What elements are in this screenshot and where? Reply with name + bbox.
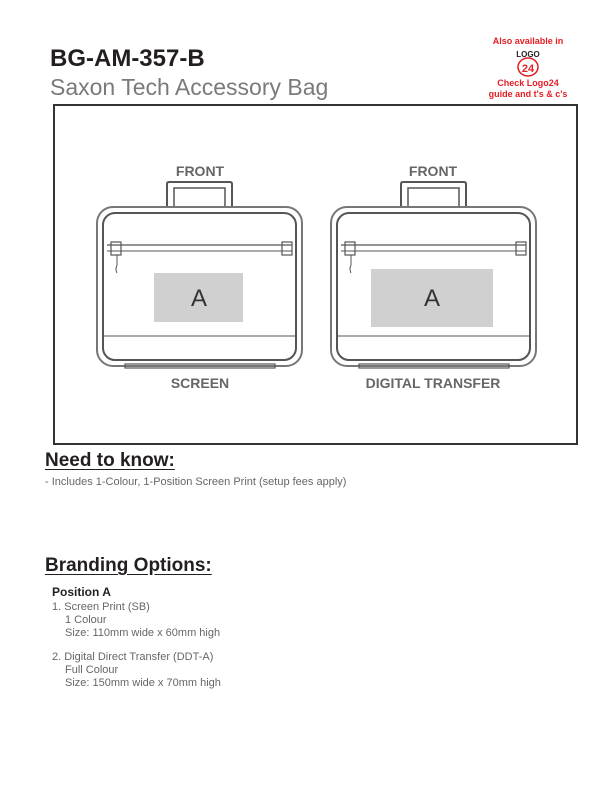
branding-option-1 bbox=[52, 601, 220, 640]
side-label-1: FRONT bbox=[175, 163, 225, 179]
logo24-icon bbox=[511, 49, 545, 77]
promo-line-3: guide and t's & c's bbox=[488, 89, 568, 99]
side-label-2: FRONT bbox=[408, 163, 458, 179]
method-label-1: SCREEN bbox=[170, 375, 230, 391]
position-letter-1: A bbox=[190, 285, 208, 312]
logo-number: 24 bbox=[521, 63, 535, 75]
branding-option-2 bbox=[52, 651, 221, 690]
product-name: Saxon Tech Accessory Bag bbox=[50, 74, 329, 100]
option-colour: Full Colour bbox=[65, 664, 119, 676]
option-colour: 1 Colour bbox=[65, 614, 107, 626]
option-size: Size: 150mm wide x 70mm high bbox=[65, 677, 221, 689]
bag-drawings bbox=[55, 106, 576, 443]
position-a-title: Position A bbox=[52, 585, 111, 599]
promo-line-1: Also available in bbox=[492, 36, 564, 46]
product-code: BG-AM-357-B bbox=[50, 45, 205, 72]
logo24-promo bbox=[481, 36, 575, 100]
method-label-2: DIGITAL TRANSFER bbox=[365, 375, 501, 391]
option-title: 1. Screen Print (SB) bbox=[52, 601, 150, 613]
need-to-know-heading: Need to know: bbox=[45, 450, 175, 471]
logo-text: LOGO bbox=[516, 50, 540, 59]
logo24-badge bbox=[511, 49, 545, 77]
promo-line-2: Check Logo24 bbox=[497, 78, 559, 88]
position-letter-2: A bbox=[423, 285, 441, 312]
product-views-panel bbox=[53, 104, 578, 445]
option-title: 2. Digital Direct Transfer (DDT-A) bbox=[52, 651, 214, 663]
branding-options-heading: Branding Options: bbox=[45, 555, 212, 576]
option-size: Size: 110mm wide x 60mm high bbox=[65, 627, 221, 639]
need-to-know-note: - Includes 1-Colour, 1-Position Screen Print (setup fees apply) bbox=[45, 476, 347, 488]
